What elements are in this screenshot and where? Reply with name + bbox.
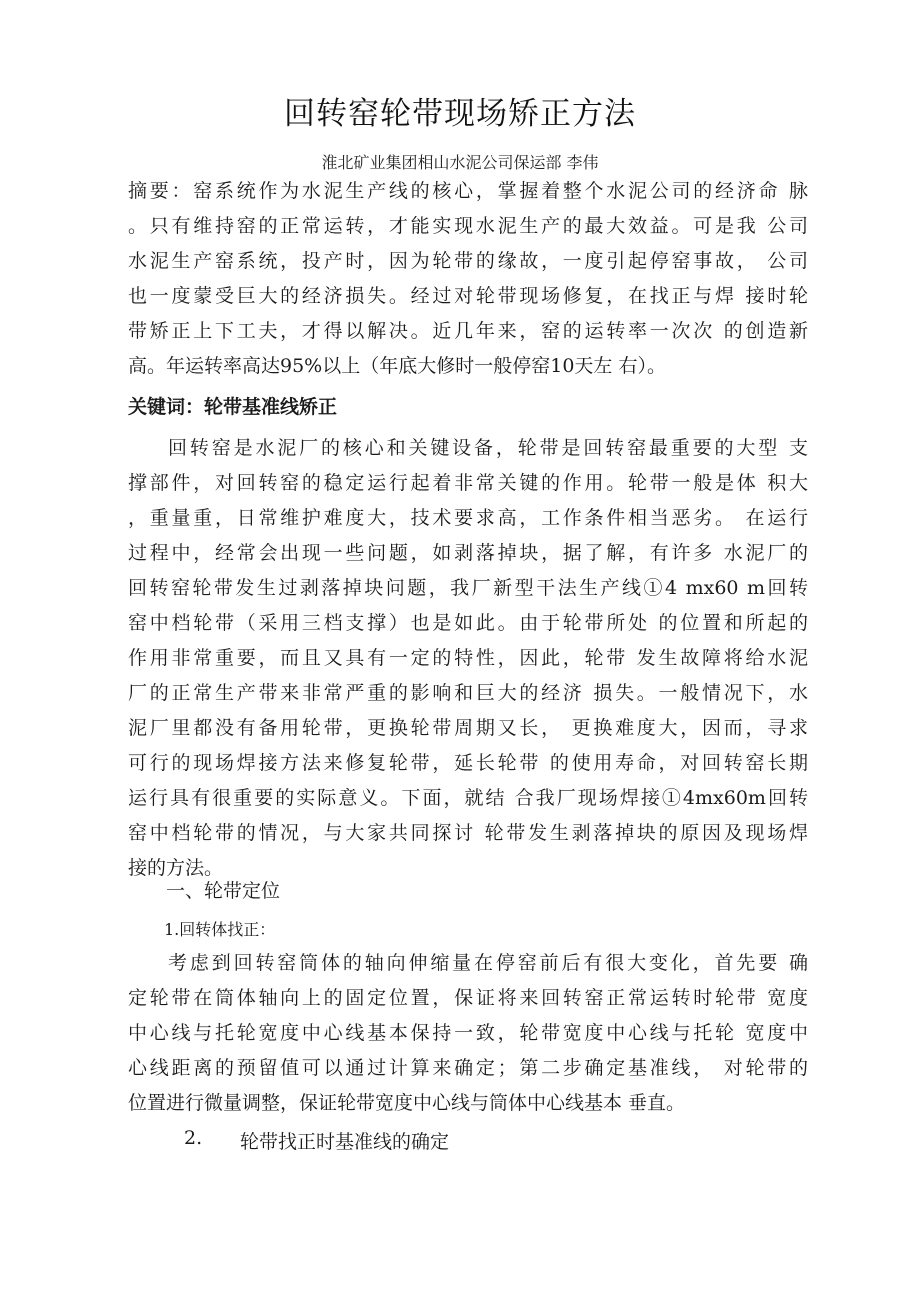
section-heading: 一、轮带定位 [166, 880, 281, 902]
intro-line: 泥厂里都没有备用轮带，更换轮带周期又长， 更换难度大，因而，寻求 [128, 717, 808, 739]
author-byline: 淮北矿业集团相山水泥公司保运部 李伟 [321, 153, 599, 172]
keywords-line: 关键词：轮带基准线矫正 [128, 396, 338, 418]
intro-line: 可行的现场焊接方法来修复轮带，延长轮带 的使用寿命，对回转窑长期 [128, 752, 808, 774]
intro-line: 窑中档轮带的情况，与大家共同探讨 轮带发生剥落掉块的原因及现场焊 [128, 822, 808, 844]
subsection-line: 中心线与托轮宽度中心线基本保持一致，轮带宽度中心线与托轮 宽度中 [128, 1022, 808, 1044]
abstract-line: 。只有维持窑的正常运转，才能实现水泥生产的最大效益。可是我 公司 [128, 215, 808, 237]
intro-line: 厂的正常生产带来非常严重的影响和巨大的经济 损失。一般情况下，水 [128, 682, 808, 704]
subsection-line: 考虑到回转窑筒体的轴向伸缩量在停窑前后有很大变化，首先要 确 [168, 952, 808, 974]
intro-line: 作用非常重要，而且又具有一定的特性，因此，轮带 发生故障将给水泥 [128, 647, 808, 669]
subsection-line: 位置进行微量调整，保证轮带宽度中心线与筒体中心线基本 垂直。 [128, 1092, 686, 1114]
abstract-line: 水泥生产窑系统，投产时，因为轮带的缘故，一度引起停窑事故， 公司 [128, 250, 808, 272]
intro-line: 窑中档轮带（采用三档支撑）也是如此。由于轮带所处 的位置和所起的 [128, 612, 808, 634]
document-title: 回转窑轮带现场矫正方法 [284, 96, 636, 132]
abstract-line: 高。年运转率高达95%以上（年底大修时一般停窑10天左 右）。 [128, 355, 666, 377]
subsection-heading: 轮带找正时基准线的确定 [240, 1131, 450, 1153]
abstract-line: 带矫正上下工夫，才得以解决。近几年来，窑的运转率一次次 的创造新 [128, 320, 808, 342]
intro-line: ，重量重，日常维护难度大，技术要求高，工作条件相当恶劣。 在运行 [128, 507, 808, 529]
subsection-line: 定轮带在筒体轴向上的固定位置，保证将来回转窑正常运转时轮带 宽度 [128, 987, 808, 1009]
subsection-number: 2. [184, 1127, 203, 1149]
intro-line: 回转窑轮带发生过剥落掉块问题，我厂新型干法生产线①4 mx60 m回转 [128, 577, 808, 599]
intro-line: 回转窑是水泥厂的核心和关键设备，轮带是回转窑最重要的大型 支 [168, 437, 808, 459]
intro-line: 接的方法。 [128, 857, 224, 879]
subsection-heading: 1.回转体找正： [164, 920, 276, 939]
intro-line: 撑部件，对回转窑的稳定运行起着非常关键的作用。轮带一般是体 积大 [128, 472, 808, 494]
intro-line: 运行具有很重要的实际意义。下面，就结 合我厂现场焊接①4mx60m回转 [128, 787, 808, 809]
subsection-line: 心线距离的预留值可以通过计算来确定；第二步确定基准线， 对轮带的 [128, 1057, 808, 1079]
abstract-line: 摘要：窑系统作为水泥生产线的核心，掌握着整个水泥公司的经济命 脉 [128, 180, 808, 202]
abstract-line: 也一度蒙受巨大的经济损失。经过对轮带现场修复，在找正与焊 接时轮 [128, 285, 808, 307]
intro-line: 过程中，经常会出现一些问题，如剥落掉块，据了解，有许多 水泥厂的 [128, 542, 808, 564]
